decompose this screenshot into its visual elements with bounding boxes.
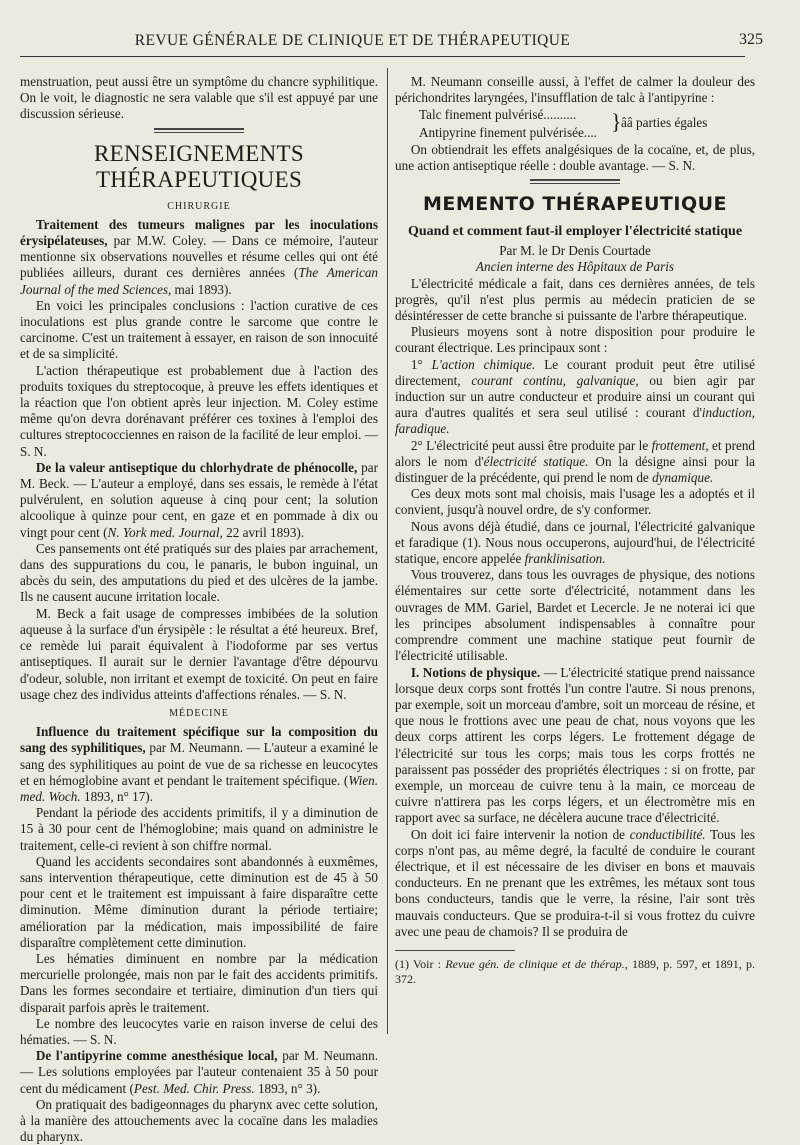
journal-ref: Wien. med. Woch.	[20, 772, 378, 804]
paragraph: Pendant la période des accidents primitifs, il y a diminution de 15 à 30 pour cent de l'hémoglobine; mais quand on administre le traitement, celle-ci revient à son chiffre normal.	[20, 805, 378, 853]
journal-ref: The American Journal of the med Sciences,	[20, 265, 379, 297]
paragraph-item-2: 2° L'électricité peut aussi être produite par le frottement, et prend alors le nom d'électricité statique. On la désigne ainsi pour la distinguer de la précédente, qui prend le nom de dynamique.	[395, 437, 756, 486]
footnote: (1) Voir : Revue gén. de clinique et de thérap., 1889, p. 597, et 1891, p. 372.	[395, 956, 755, 986]
paragraph: Nous avons déjà étudié, dans ce journal, l'électricité galvanique et faradique (1). Nous nous occuperons, aujourd'hui, de l'électricité statique, encore appelée franklinisation.	[395, 518, 755, 567]
article-heading: De l'antipyrine comme anesthésique local,	[35, 1048, 278, 1064]
journal-ref: Pest. Med. Chir. Press.	[133, 1080, 255, 1096]
column-divider	[387, 68, 388, 1034]
byline: Par M. le Dr Denis Courtade	[499, 243, 651, 259]
left-column	[20, 74, 378, 1145]
brace-glyph: }	[611, 109, 622, 135]
paragraph-antipyrine: De l'antipyrine comme anesthésique local, par M. Neumann. — Les solutions employées par l'auteur contenaient 35 à 50 pour cent du médicament (Pest. Med. Chir. Press. 1893, n° 3).	[20, 1048, 378, 1096]
section-title: RENSEIGNEMENTS THÉRAPEUTIQUES	[94, 140, 304, 192]
right-column	[395, 74, 755, 987]
journal-ref: N. York med. Journal,	[107, 524, 223, 540]
paragraph-coley: Traitement des tumeurs malignes par les inoculations érysipélateuses, par M.W. Coley. — Dans ce mémoire, l'auteur mentionne six observations nouvelles et résume celles qui ont été publiées ailleurs, durant ces dernières années (The American Journal of the med Sciences, mai 1893).	[20, 216, 379, 297]
paragraph: L'action thérapeutique est probablement due à l'action des produits toxiques du streptocoque, à preuve les effets identiques et la réaction que l'on obtient après leur injection. M. Coley estime même qu'on devra dorénavant préférer ces toxines à l'emploi des cultures streptococciennes en raison de la facilité de leur emploi. — S. N.	[20, 362, 378, 459]
article-heading: Traitement des tumeurs malignes par les inoculations érysipélateuses,	[20, 216, 378, 249]
ornament-rule	[530, 179, 620, 184]
formula-block	[395, 107, 755, 140]
paragraph-notions: I. Notions de physique. — L'électricité statique prend naissance lorsque deux corps sont frottés l'un contre l'autre. Si nous prenons, par exemple, soit un morceau d'ambre, soit un morceau de résine, et que nous le frottions avec une peau de chat, nous voyons que les deux corps attirent les corps légers. Le frottement dégage de l'électricité sur tous les corps; mais tous les corps frottés ne paraissent pas posséder des propriétés électriques : si on frotte, par exemple, un morceau de cuivre tenu à la main, ce morceau de cuivre n'attirera pas les corps légers, et un électromètre mis en rapport avec sa surface, ne décèlera aucune trace d'électricité.	[395, 664, 755, 826]
paragraph: Ces deux mots sont mal choisis, mais l'usage les a adoptés et il convient, jusqu'à nouvel ordre, de s'y conformer.	[395, 486, 755, 518]
section-heading: I. Notions de physique.	[410, 664, 541, 680]
paragraph: En voici les principales conclusions : l'action curative de ces inoculations est plus grande contre le sarcome que contre le carcinome. C'est un traitement à essayer, en raison de son innocuité et de sa simplicité.	[20, 297, 378, 362]
paragraph: M. Beck a fait usage de compresses imbibées de la solution aqueuse à la surface d'un érysipèle : le résultat a été heureux. Bref, ce remède lui parait équivalent à l'iodoforme par ses vertus antiseptiques. Il aurait sur le dernier l'avantage d'être dépourvu d'odeur, soluble, non irritant et exempt de toxicité. On peut en faire usage chez des individus atteints d'affections rénales. — S. N.	[20, 605, 378, 702]
running-header	[20, 26, 763, 57]
paragraph-neumann: Influence du traitement spécifique sur la composition du sang des syphilitiques, par M. Neumann. — L'auteur a examiné le sang des syphilitiques au point de vue de sa richesse en leucocytes et en hémoglobine avant et pendant le traitement spécifique. (Wien. med. Woch. 1893, n° 17).	[20, 724, 378, 804]
paragraph: On doit ici faire intervenir la notion de conductibilité. Tous les corps n'ont pas, au même degré, la faculté de conduire le courant électrique, et il est nécessaire de les diviser en bons et mauvais conducteurs. En ne prenant que les extrêmes, les métaux sont tous bons conducteurs, tandis que le verre, la résine, l'air sont très mauvais conducteurs. Que se produira-t-il si vous frottez du cuivre avec une peau de chamois? Il se produira de	[395, 826, 755, 939]
paragraph: On obtiendrait les effets analgésiques de la cocaïne, et, de plus, une action antiseptique réelle : double avantage. — S. N.	[395, 141, 755, 174]
byline-role: Ancien interne des Hôpitaux de Paris	[475, 259, 675, 275]
article-title: Quand et comment faut-il employer l'électricité statique	[407, 224, 743, 240]
journal-title: REVUE GÉNÉRALE DE CLINIQUE ET DE THÉRAPEUTIQUE	[134, 32, 571, 49]
paragraph: Vous trouverez, dans tous les ouvrages de physique, des notions élémentaires sur cette sorte d'électricité, notamment dans les ouvrages de MM. Gariel, Bardet et Lecercle. Je ne noterai ici que les principes absolument indispensables à connaître pour comprendre comment une machine statique peut fournir de l'électricité utilisable.	[395, 567, 755, 664]
page-number: 325	[739, 31, 763, 48]
intro-paragraph: menstruation, peut aussi être un symptôme du chancre syphilitique. On le voit, le diagnostic ne sera valable que s'il est appuyé par une discussion sérieuse.	[20, 74, 378, 122]
paragraph: Les hématies diminuent en nombre par la médication mercurielle prolongée, mais non par le fait des accidents primitifs. Dans les formes secondaire et tertiaire, diminution d'un tiers qui disparait parfois après le traitement.	[20, 950, 378, 1015]
paragraph: M. Neumann conseille aussi, à l'effet de calmer la douleur des périchondrites laryngées, l'insufflation de talc à l'antipyrine :	[395, 74, 755, 106]
paragraph: Le nombre des leucocytes varie en raison inverse de celui des hématies. — S. N.	[20, 1015, 378, 1047]
paragraph-item-1: 1° L'action chimique. Le courant produit peut être utilisé directement, courant continu, galvanique, ou bien agir par induction sur un autre conducteur et produire ainsi un courant qui aura d'autres qualités et sera seul utilisé : courant d'induction, faradique.	[395, 356, 755, 437]
paragraph: L'électricité médicale a fait, dans ces dernières années, de tels progrès, qu'il n'est plus permis au médecin praticien de se désintéresser de cette branche si puissante de l'arbre thérapeutique.	[395, 275, 755, 324]
paragraph: Plusieurs moyens sont à notre disposition pour produire le courant électrique. Les principaux sont :	[395, 324, 755, 356]
paragraph: Ces pansements ont été pratiqués sur des plaies par arrachement, dans des suppurations du cou, le panaris, le bubon inguinal, un abcès du sein, des amputations du pied et des ulcères de la jambe. Ils ne causent aucune irritation locale.	[20, 540, 378, 605]
author: par M.W. Coley.	[113, 233, 207, 249]
subsection-chirurgie: CHIRURGIE	[167, 200, 231, 212]
memento-title: MEMENTO THÉRAPEUTIQUE	[423, 193, 727, 216]
formula-line: Talc finement pulvérisé..........	[419, 107, 577, 123]
paragraph: Quand les accidents secondaires sont abandonnés à euxmêmes, sans intervention thérapeutique, cette diminution est de 45 à 50 pour cent et le traitement est impuissant à faire disparaître cette diminution. Même diminution durant la période tertiaire; amélioration par la médication, mais impossibilité de faire disparaître complètement cette diminution.	[20, 853, 378, 950]
formula-line: Antipyrine finement pulvérisée....	[419, 124, 597, 140]
footnote-rule	[395, 950, 515, 951]
formula-quantity: ââ parties égales	[621, 115, 708, 131]
article-heading: De la valeur antiseptique du chlorhydrate de phénocolle,	[35, 459, 358, 475]
subsection-medecine: MÉDECINE	[169, 707, 229, 719]
paragraph-beck: De la valeur antiseptique du chlorhydrate de phénocolle, par M. Beck. — L'auteur a employé, dans ses essais, le remède à l'état pulvérulent, en solution aqueuse à cinq pour cent; la solution alcoolique à quinze pour cent, en gaze et en pommade à dix ou vingt pour cent (N. York med. Journal, 22 avril 1893).	[20, 459, 379, 540]
ornament-rule	[154, 128, 244, 133]
paragraph: On pratiquait des badigeonnages du pharynx avec cette solution, à la manière des attouchements avec la cocaïne dans les maladies du pharynx.	[20, 1096, 378, 1145]
article-heading: Influence du traitement spécifique sur la composition du sang des syphilitiques,	[20, 724, 378, 756]
